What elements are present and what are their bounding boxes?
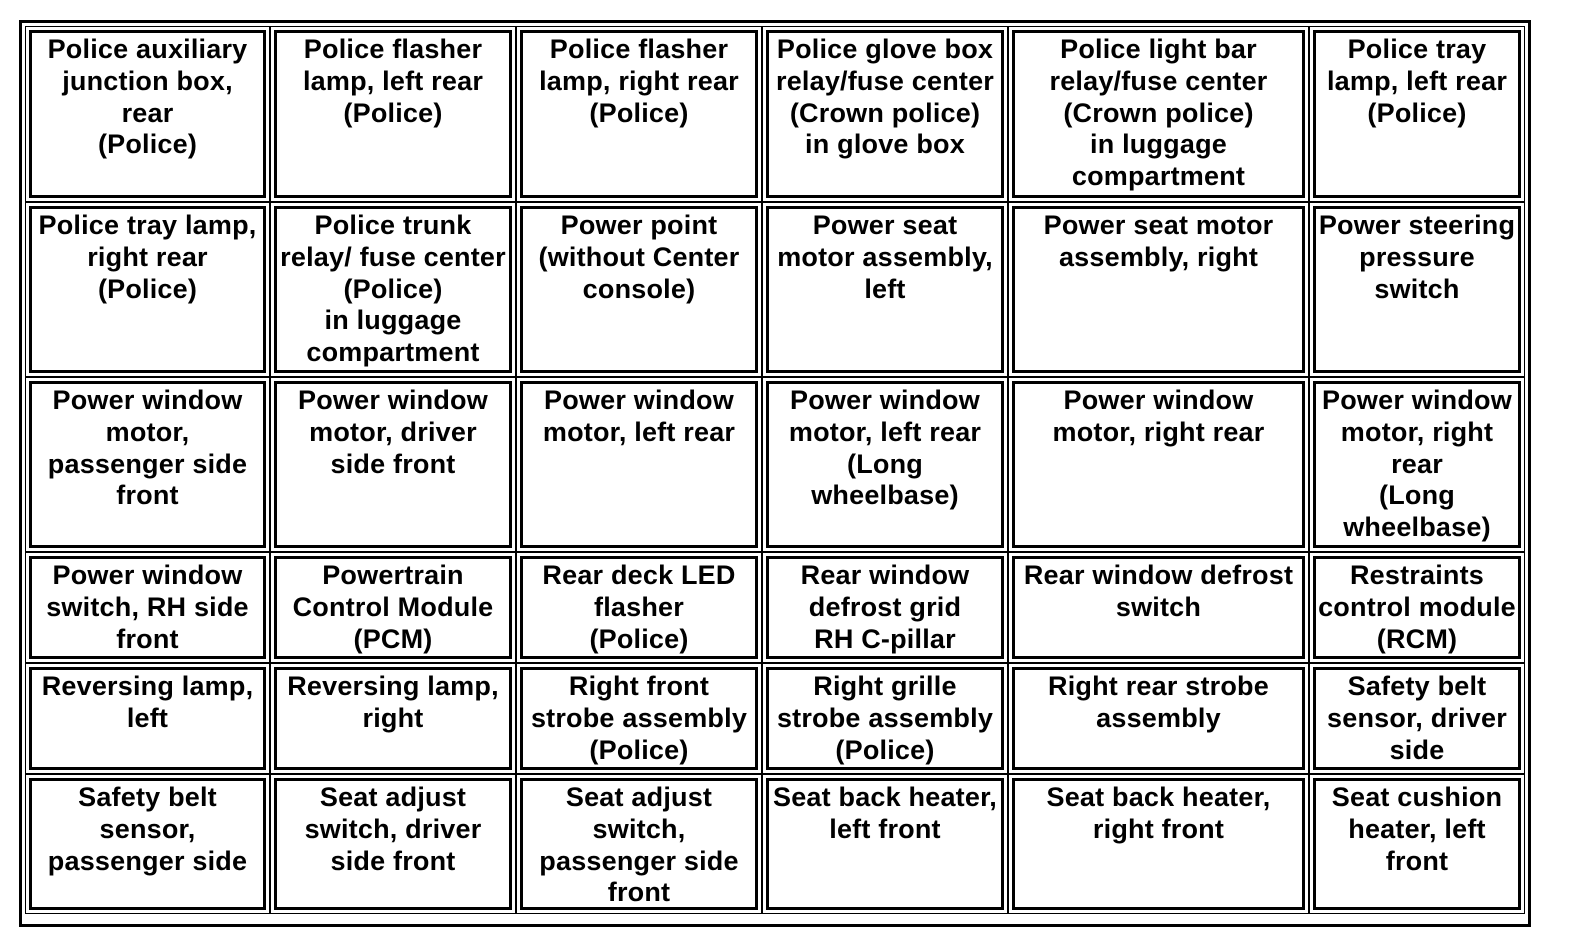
cell-label: Right front strobe assembly (Police): [530, 671, 748, 765]
cell-label: Safety belt sensor, driver side: [1327, 671, 1507, 765]
cell-label: Police tray lamp, right rear (Police): [38, 210, 257, 304]
table-cell: [270, 26, 516, 202]
cell-inner: [29, 30, 266, 198]
cell-inner: [520, 556, 758, 659]
table-cell: [270, 377, 516, 552]
cell-inner: [1313, 30, 1521, 198]
cell-label: Police flasher lamp, right rear (Police): [539, 34, 739, 128]
cell-inner: [29, 667, 266, 770]
cell-inner: [520, 206, 758, 373]
table-cell: [25, 663, 270, 774]
cell-label: Restraints control module (RCM): [1318, 560, 1516, 654]
table-cell: [762, 663, 1008, 774]
table-cell: [1309, 26, 1525, 202]
cell-label: Police trunk relay/ fuse center (Police) in luggage compartment: [280, 210, 506, 368]
cell-label: Power steering pressure switch: [1318, 210, 1516, 304]
cell-label: Right grille strobe assembly (Police): [776, 671, 994, 765]
cell-inner: [274, 206, 512, 373]
table-cell: [25, 202, 270, 377]
table-cell: [516, 663, 762, 774]
cell-inner: [274, 381, 512, 548]
cell-inner: [1012, 667, 1305, 770]
cell-inner: [1012, 556, 1305, 659]
table-cell: [1008, 552, 1309, 663]
table-cell: [516, 552, 762, 663]
cell-label: Police flasher lamp, left rear (Police): [302, 34, 484, 128]
table-cell: [270, 202, 516, 377]
table-cell: [1008, 774, 1309, 914]
table-cell: [25, 774, 270, 914]
cell-label: Police tray lamp, left rear (Police): [1326, 34, 1508, 128]
table-cell: [762, 377, 1008, 552]
cell-inner: [274, 778, 512, 910]
table-cell: [1008, 26, 1309, 202]
table-cell: [1309, 377, 1525, 552]
cell-inner: [274, 667, 512, 770]
cell-label: Power point (without Center console): [538, 210, 740, 304]
cell-inner: [1313, 667, 1521, 770]
cell-inner: [1012, 778, 1305, 910]
cell-label: Police light bar relay/fuse center (Crown police) in luggage compartment: [1049, 34, 1268, 192]
component-grid: [25, 26, 1525, 921]
table-cell: [762, 202, 1008, 377]
cell-inner: [1012, 381, 1305, 548]
cell-label: Power window motor, left rear: [542, 385, 736, 447]
cell-inner: [520, 778, 758, 910]
cell-label: Power window motor, right rear (Long wheelbase): [1322, 385, 1512, 543]
table-cell: [1309, 552, 1525, 663]
cell-label: Rear deck LED flasher (Police): [542, 560, 736, 654]
table-cell: [516, 202, 762, 377]
table-cell: [25, 552, 270, 663]
table-cell: [1008, 663, 1309, 774]
cell-inner: [766, 206, 1004, 373]
cell-label: Power window motor, right rear: [1052, 385, 1265, 447]
cell-inner: [766, 778, 1004, 910]
cell-inner: [1012, 206, 1305, 373]
cell-label: Rear window defrost switch: [1023, 560, 1294, 622]
cell-inner: [766, 556, 1004, 659]
cell-inner: [766, 30, 1004, 198]
cell-inner: [29, 556, 266, 659]
cell-label: Seat back heater, left front: [772, 782, 998, 844]
cell-inner: [29, 381, 266, 548]
cell-label: Seat back heater, right front: [1046, 782, 1271, 844]
table-cell: [1008, 377, 1309, 552]
cell-label: Police auxiliary junction box, rear (Police): [47, 34, 248, 160]
cell-inner: [766, 381, 1004, 548]
cell-inner: [29, 206, 266, 373]
table-cell: [1008, 202, 1309, 377]
cell-label: Reversing lamp, right: [287, 671, 499, 733]
cell-inner: [1012, 30, 1305, 198]
cell-label: Seat adjust switch, driver side front: [304, 782, 482, 876]
cell-label: Power window motor, left rear (Long wheelbase): [788, 385, 982, 511]
cell-label: Rear window defrost grid RH C-pillar: [800, 560, 970, 654]
table-cell: [25, 377, 270, 552]
cell-label: Powertrain Control Module (PCM): [292, 560, 494, 654]
cell-inner: [1313, 556, 1521, 659]
cell-label: Seat adjust switch, passenger side front: [539, 782, 739, 908]
cell-inner: [1313, 778, 1521, 910]
table-cell: [516, 774, 762, 914]
cell-label: Power window motor, passenger side front: [47, 385, 248, 511]
table-cell: [516, 26, 762, 202]
cell-label: Right rear strobe assembly: [1048, 671, 1269, 733]
table-cell: [270, 663, 516, 774]
table-cell: [1309, 663, 1525, 774]
table-cell: [762, 774, 1008, 914]
cell-inner: [520, 667, 758, 770]
table-cell: [270, 774, 516, 914]
table-cell: [270, 552, 516, 663]
cell-label: Power seat motor assembly, right: [1043, 210, 1274, 272]
cell-inner: [1313, 381, 1521, 548]
cell-label: Power seat motor assembly, left: [777, 210, 993, 304]
cell-label: Reversing lamp, left: [41, 671, 254, 733]
cell-label: Seat cushion heater, left front: [1331, 782, 1503, 876]
cell-inner: [274, 30, 512, 198]
cell-inner: [520, 30, 758, 198]
cell-label: Power window motor, driver side front: [298, 385, 488, 479]
table-cell: [762, 552, 1008, 663]
table-cell: [516, 377, 762, 552]
cell-inner: [766, 667, 1004, 770]
table-cell: [762, 26, 1008, 202]
cell-inner: [274, 556, 512, 659]
table-cell: [1309, 202, 1525, 377]
component-table: [19, 20, 1531, 927]
cell-inner: [520, 381, 758, 548]
cell-inner: [29, 778, 266, 910]
cell-label: Safety belt sensor, passenger side: [47, 782, 248, 876]
table-cell: [25, 26, 270, 202]
table-cell: [1309, 774, 1525, 914]
cell-inner: [1313, 206, 1521, 373]
cell-label: Power window switch, RH side front: [46, 560, 249, 654]
cell-label: Police glove box relay/fuse center (Crown police) in glove box: [775, 34, 995, 160]
